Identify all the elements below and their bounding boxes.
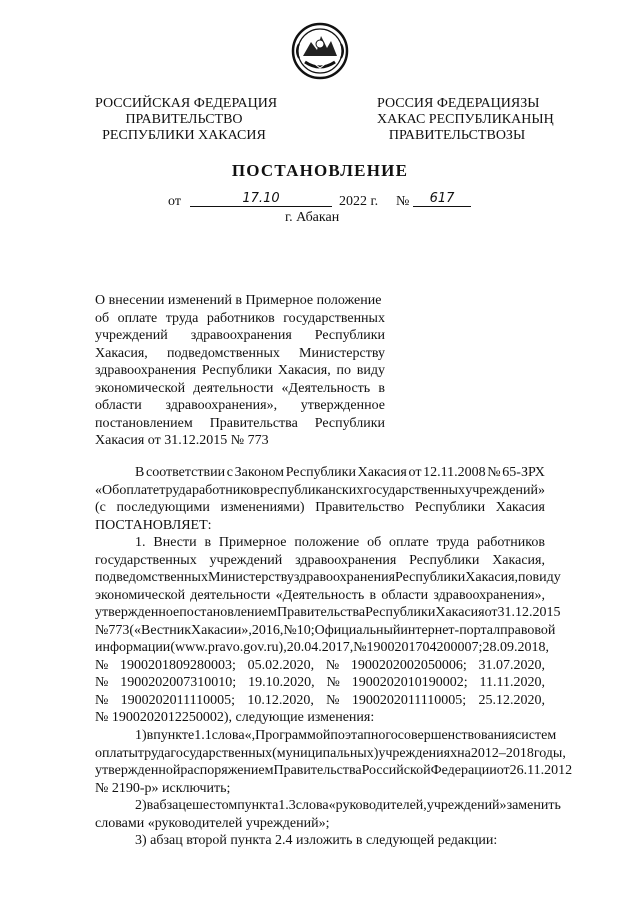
word: учреждениях xyxy=(378,745,458,761)
word: оплате xyxy=(389,535,429,550)
word: № xyxy=(95,622,109,638)
text-line xyxy=(95,534,545,552)
word: Правительства xyxy=(209,415,298,431)
word: государственных xyxy=(283,310,385,326)
word: по xyxy=(518,570,533,585)
sub-item-3 xyxy=(95,832,545,850)
word: «руководителей, xyxy=(328,798,427,813)
word: пункта xyxy=(237,798,279,813)
item-1 xyxy=(95,534,561,727)
word: 1900202011110005; xyxy=(120,692,236,708)
word: № xyxy=(325,657,340,673)
word: оплате xyxy=(117,310,158,326)
word: труда xyxy=(159,482,192,498)
word: 1900202011110005; xyxy=(351,692,467,708)
word: № xyxy=(353,640,367,655)
word: систем xyxy=(515,728,557,743)
word: 25.12.2020, xyxy=(478,692,545,708)
word: Республики xyxy=(314,415,385,431)
word: 1900202002050006; xyxy=(350,657,467,673)
word: учреждений xyxy=(209,552,283,568)
word: Хакасия xyxy=(357,465,407,480)
word: труда xyxy=(165,310,199,326)
date-field xyxy=(190,191,332,207)
word: Федерации xyxy=(430,763,497,778)
word: слова xyxy=(211,728,245,743)
word: деятельности xyxy=(190,587,271,603)
word: экономической xyxy=(95,380,186,396)
word: 65-ЗРХ xyxy=(502,465,545,480)
document-subject xyxy=(95,292,385,450)
text-line xyxy=(95,762,573,780)
header-left-line: РОССИЙСКАЯ ФЕДЕРАЦИЯ xyxy=(95,96,278,111)
word: об xyxy=(95,310,110,326)
word: № xyxy=(95,675,109,690)
header-left xyxy=(95,96,278,144)
word: государственных xyxy=(363,482,466,498)
header-right-line: ХАКАС РЕСПУБЛИКАНЫҢ xyxy=(377,112,554,127)
word: Хакасия xyxy=(495,500,545,515)
word: шестом xyxy=(192,798,238,813)
word: № 1900202012250002), следующие изменения: xyxy=(95,710,375,725)
text-line xyxy=(95,397,385,415)
word: 12.11.2008 xyxy=(423,465,486,480)
word: 28.09.2018, xyxy=(482,640,549,655)
word: Правительства xyxy=(273,763,362,778)
text-line xyxy=(95,327,385,345)
number-field xyxy=(413,191,471,207)
word: 31.12.2015 xyxy=(497,605,561,620)
word: здравоохранения xyxy=(95,363,197,378)
word: 3) абзац второй пункта 2.4 изложить в следующей редакции: xyxy=(135,833,498,848)
text-line xyxy=(95,482,545,500)
text-line xyxy=(95,815,545,833)
word: 31.07.2020, xyxy=(478,657,545,673)
word: подведомственных xyxy=(95,570,208,585)
text-line xyxy=(95,692,545,710)
text-line xyxy=(95,727,557,745)
word: Хакасия, xyxy=(492,552,545,568)
word: Республики xyxy=(365,605,436,620)
text-line xyxy=(95,709,545,727)
word: 773 xyxy=(108,622,130,638)
word: 2012–2018 xyxy=(470,745,534,761)
date-label: от xyxy=(168,194,181,209)
preamble xyxy=(95,464,545,534)
word: учреждений» xyxy=(465,482,545,498)
word: 10.12.2020, xyxy=(247,692,314,708)
word: (муниципальных) xyxy=(272,745,379,761)
word: в xyxy=(204,535,212,550)
word: Хакасия xyxy=(435,605,485,620)
word: Примерное xyxy=(218,535,287,550)
word: оплате xyxy=(119,482,160,498)
word: виду xyxy=(532,570,561,585)
word: Внести xyxy=(153,535,197,550)
word: 11.11.2020, xyxy=(479,675,545,690)
word: виду xyxy=(356,363,385,378)
text-line xyxy=(95,432,385,450)
word: Республики xyxy=(201,363,273,378)
word: утвержденное xyxy=(95,605,180,620)
word: «, xyxy=(244,728,256,743)
word: 1) xyxy=(135,728,147,743)
word: государственных xyxy=(170,745,273,761)
word: № xyxy=(283,622,297,638)
word: Официальный xyxy=(314,622,401,638)
word: О внесении изменений в Примерное положение xyxy=(95,293,382,308)
header-right xyxy=(377,96,554,144)
word: 1900201809280003; xyxy=(120,657,236,673)
word: годы, xyxy=(533,745,566,761)
word: в xyxy=(378,380,385,396)
word: по xyxy=(336,363,351,378)
word: (www.pravo.gov.ru), xyxy=(170,640,287,655)
word: здравоохранения», xyxy=(433,587,545,603)
text-line xyxy=(95,499,545,517)
word: Республики xyxy=(395,570,466,585)
word: 1900202007310010; xyxy=(120,675,237,690)
word: в xyxy=(146,728,154,743)
text-line xyxy=(95,415,385,433)
word: соответствии xyxy=(146,465,226,480)
word: интернет-портал xyxy=(400,622,501,638)
word: Хакасия, xyxy=(277,363,331,378)
header-right-line: ПРАВИТЕЛЬСТВОЗЫ xyxy=(388,128,526,143)
word: от xyxy=(408,465,422,480)
word: 1.3 xyxy=(278,798,296,813)
word: 1.1 xyxy=(194,728,212,743)
text-line xyxy=(95,569,561,587)
word: Министерству xyxy=(207,570,294,585)
document-title: ПОСТАНОВЛЕНИЕ xyxy=(231,161,409,180)
word: Республики xyxy=(285,465,356,480)
text-line xyxy=(95,362,385,380)
text-line xyxy=(95,674,545,692)
word: здравоохранения xyxy=(190,328,292,343)
word: учреждений xyxy=(95,328,168,343)
word: 1900201704200007; xyxy=(366,640,483,655)
word: № xyxy=(326,692,340,708)
word: работников xyxy=(206,310,275,326)
word: об xyxy=(367,535,382,550)
word: № 2190-р» исключить; xyxy=(95,780,231,796)
word: в xyxy=(146,798,154,813)
word: Хакасия от 31.12.2015 № 773 xyxy=(95,433,269,448)
word: последующими xyxy=(116,500,210,515)
word: 1. xyxy=(135,535,146,550)
word: правовой xyxy=(500,622,556,638)
sub-item-1 xyxy=(95,727,573,797)
word: «Деятельность xyxy=(281,380,371,396)
word: Республики xyxy=(314,328,385,343)
coat-of-arms-emblem xyxy=(291,22,349,80)
text-line xyxy=(95,780,545,798)
year-label: 2022 г. xyxy=(339,194,379,209)
text-line xyxy=(95,745,566,763)
word: 2) xyxy=(135,798,147,813)
word: подведомственных xyxy=(166,345,280,361)
header-left-line: РЕСПУБЛИКИ ХАКАСИЯ xyxy=(102,128,266,143)
word: информации xyxy=(95,640,171,655)
word: оплаты xyxy=(95,745,138,761)
word: («Вестник xyxy=(129,622,192,638)
text-line xyxy=(95,604,561,622)
word: 10; xyxy=(296,622,315,638)
word: постановлением xyxy=(95,415,193,431)
word: утвержденное xyxy=(300,398,385,413)
word: на xyxy=(457,745,471,761)
text-line xyxy=(95,464,545,482)
handwritten-number: 617 xyxy=(429,191,455,206)
word: В xyxy=(135,465,145,480)
word: утвержденной xyxy=(95,763,181,778)
word: Российской xyxy=(361,763,431,778)
word: 1900202010190002; xyxy=(351,675,468,690)
text-line xyxy=(95,622,556,640)
header-right-line: РОССИЯ ФЕДЕРАЦИЯЗЫ xyxy=(377,96,540,111)
word: 2016, xyxy=(251,622,284,638)
text-line xyxy=(95,310,385,328)
number-sign: № xyxy=(396,194,410,209)
handwritten-date: 17.10 xyxy=(242,191,280,206)
text-line xyxy=(95,380,385,398)
word: Хакасия, xyxy=(465,570,519,585)
word: здравоохранения xyxy=(293,570,396,585)
word: заменить xyxy=(506,798,561,813)
word: учреждений» xyxy=(426,798,507,813)
word: абзаце xyxy=(153,798,193,813)
word: № xyxy=(326,675,340,690)
word: от xyxy=(484,605,498,620)
text-line xyxy=(95,657,545,675)
word: труда xyxy=(137,745,171,761)
text-line xyxy=(95,552,545,570)
word: совершенствования xyxy=(397,728,516,743)
word: работников xyxy=(191,482,260,498)
word: в xyxy=(369,587,377,603)
word: распоряжением xyxy=(180,763,274,778)
word: «Об xyxy=(95,482,120,498)
word: Министерству xyxy=(299,345,385,361)
word: работников xyxy=(477,535,545,550)
text-line xyxy=(95,345,385,363)
word: 26.11.2012 xyxy=(509,763,573,778)
text-line xyxy=(95,797,561,815)
word: Хакасия, xyxy=(95,345,148,361)
text-line xyxy=(95,292,385,310)
word: Правительство xyxy=(315,500,405,515)
word: деятельности xyxy=(193,380,274,396)
header-left-line: ПРАВИТЕЛЬСТВО xyxy=(125,112,243,127)
word: № xyxy=(487,465,501,480)
word: области xyxy=(381,587,429,603)
word: Программой xyxy=(255,728,331,743)
word: от xyxy=(496,763,510,778)
word: (с xyxy=(95,500,106,515)
text-line xyxy=(95,832,545,850)
text-line xyxy=(95,517,545,535)
word: Республики xyxy=(409,552,480,568)
city: г. Абакан xyxy=(285,210,340,225)
word: поэтапного xyxy=(330,728,398,743)
word: слова xyxy=(295,798,329,813)
word: республиканских xyxy=(260,482,364,498)
word: Законом xyxy=(234,465,285,480)
word: ПОСТАНОВЛЯЕТ: xyxy=(95,517,212,533)
word: государственных xyxy=(95,552,197,568)
word: Республики xyxy=(414,500,486,515)
word: № xyxy=(95,657,109,673)
word: «Деятельность xyxy=(275,587,365,603)
text-line xyxy=(95,639,549,657)
word: области xyxy=(95,398,142,413)
word: 20.04.2017, xyxy=(286,640,354,655)
word: Правительства xyxy=(276,605,366,620)
word: № xyxy=(95,692,109,708)
word: постановлением xyxy=(179,605,277,620)
word: Хакасии», xyxy=(191,622,252,638)
sub-item-2 xyxy=(95,797,561,832)
word: положение xyxy=(294,535,360,550)
text-line xyxy=(95,587,545,605)
word: пункте xyxy=(153,728,195,743)
word: 19.10.2020, xyxy=(248,675,315,690)
word: здравоохранения», xyxy=(165,398,278,413)
word: экономической xyxy=(95,587,186,603)
word: изменениями) xyxy=(220,500,305,515)
word: словами «руководителей учреждений»; xyxy=(95,815,330,831)
word: труда xyxy=(436,535,470,550)
word: здравоохранения xyxy=(295,552,397,568)
word: с xyxy=(226,465,233,480)
word: 05.02.2020, xyxy=(247,657,315,673)
